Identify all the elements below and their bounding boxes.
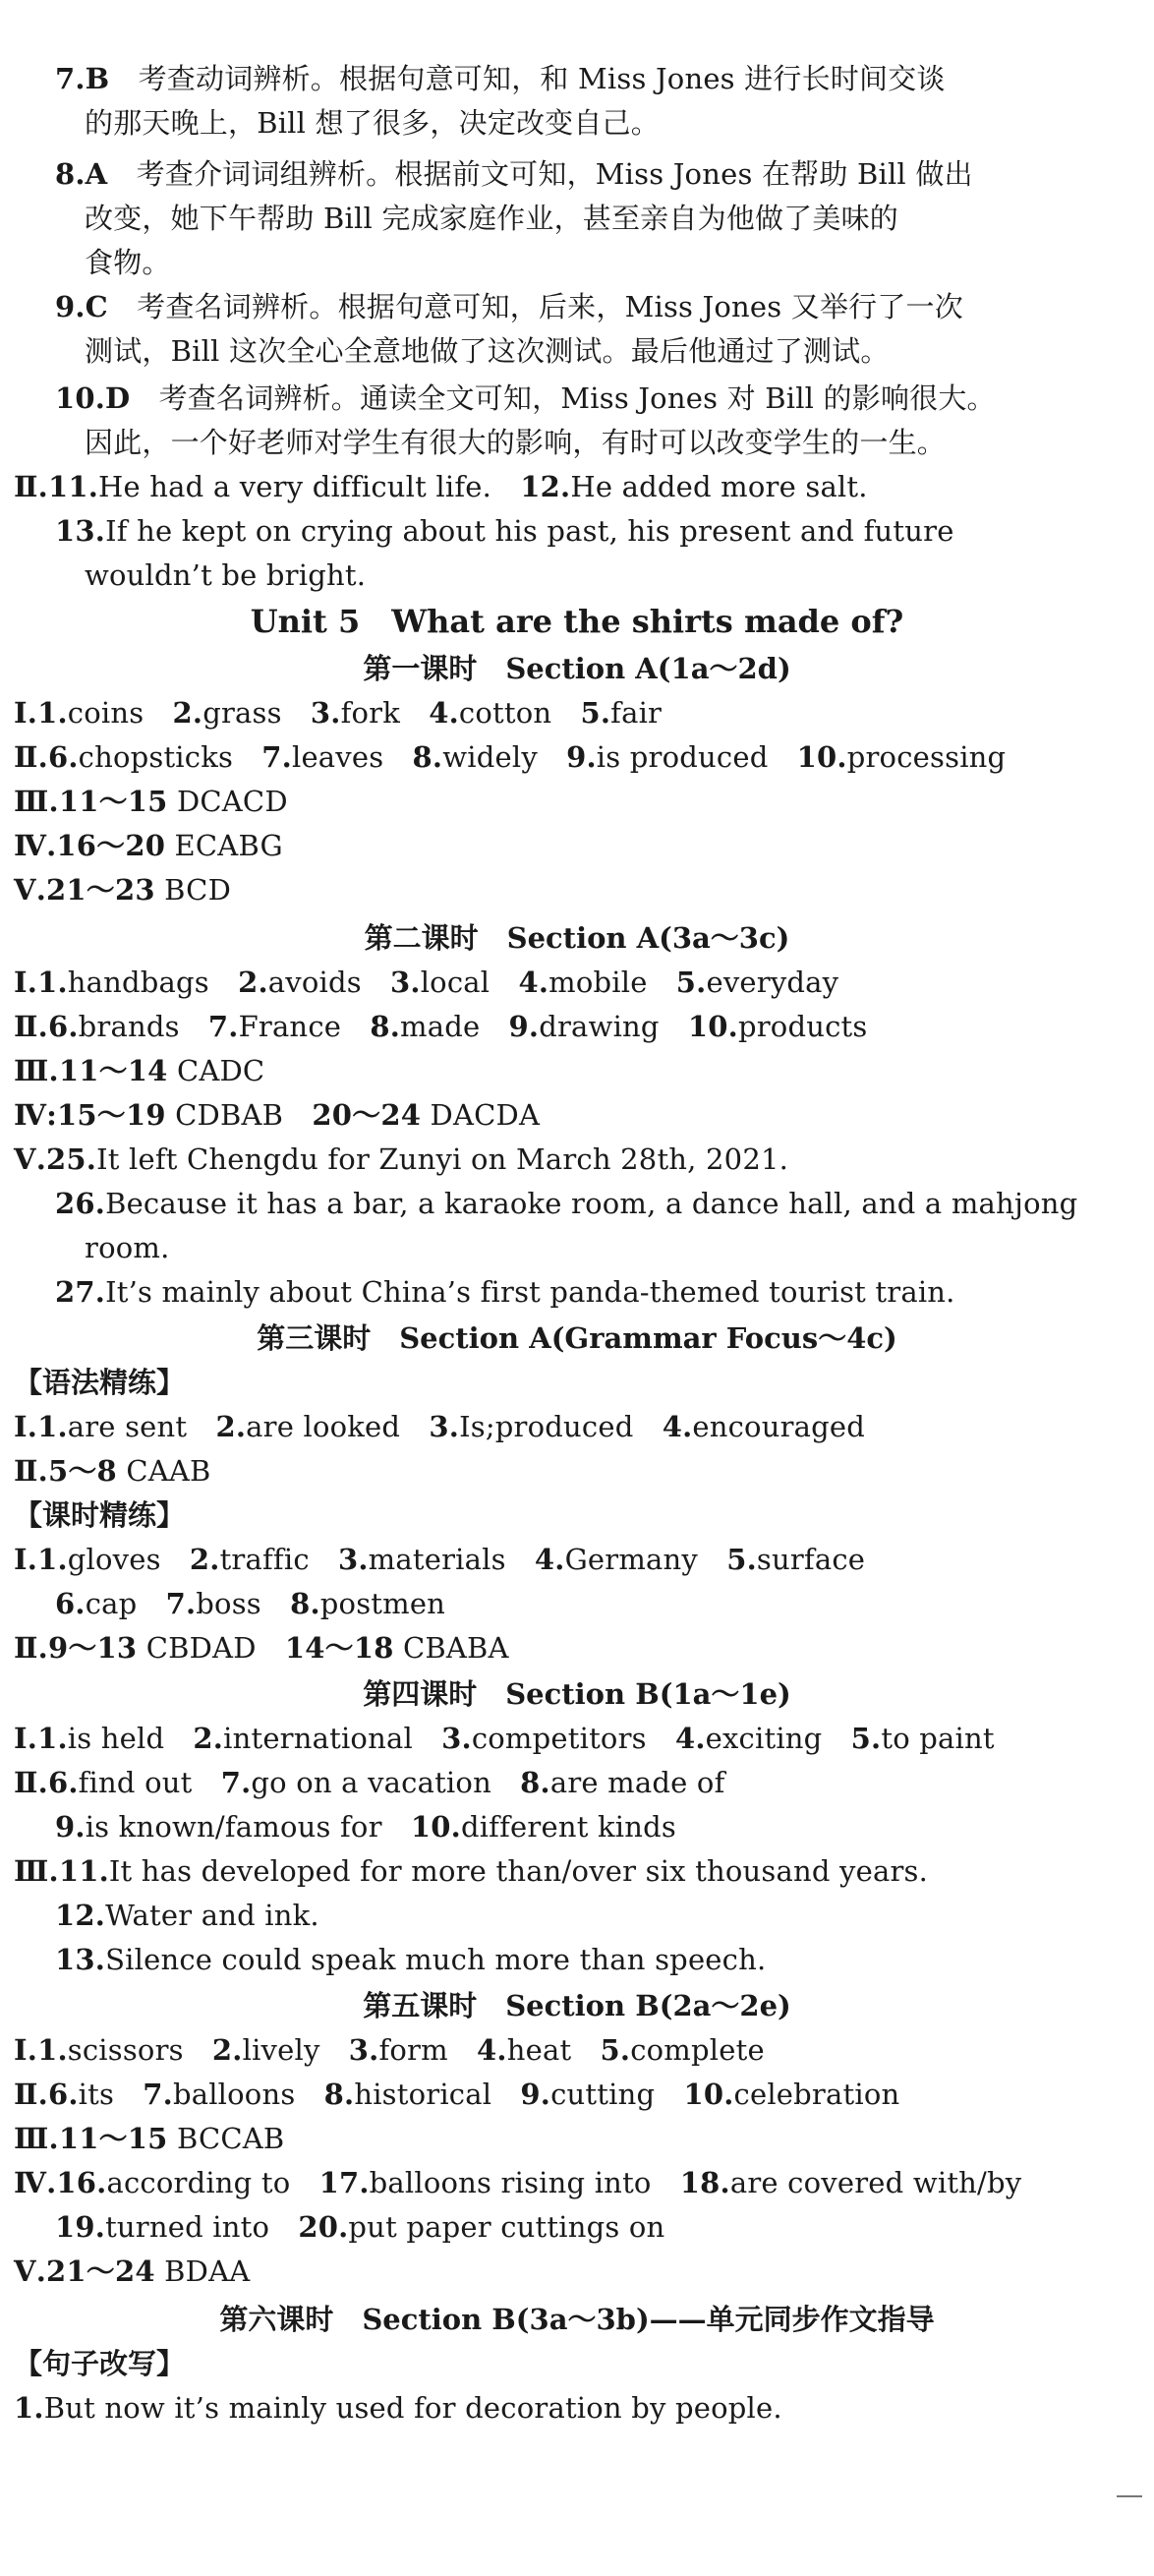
item-answer: coins [67,696,144,730]
item-answer: products [737,1010,868,1043]
item-number: 8. [370,1010,401,1043]
item-answer: widely [442,740,538,774]
lesson4-line-1 [14,1717,995,1760]
section-roman-numeral: Ⅱ. [14,2078,48,2111]
item-number: 2. [172,696,203,730]
item-answer: scissors [67,2033,184,2067]
item-answer: heat [506,2033,572,2067]
lesson2-answer-25: Ⅴ.25.It left Chengdu for Zunyi on March 28th, 2021. [14,1142,789,1176]
lesson1-line-3 [14,780,288,823]
item-answer: postmen [319,1587,446,1620]
lesson1-line-4 [14,824,283,867]
answer-7-line-2: 的那天晚上，Bill 想了很多，决定改变自己。 [85,106,660,140]
answer-7-line-1: 7.B 考查动词辨析。根据句意可知，和 Miss Jones 进行长时间交谈 [55,62,946,95]
item-answer: are made of [549,1766,725,1799]
item-answer: DACDA [421,1098,541,1132]
item-number: 18. [679,2166,730,2199]
item-answer: its [78,2078,115,2111]
answer-8-line-2: 改变，她下午帮助 Bill 完成家庭作业，甚至亲自为他做了美味的 [85,202,898,235]
item-answer: is held [67,1722,165,1755]
lesson1-line-5 [14,868,231,911]
item-answer: CADC [167,1054,265,1087]
item-number: 15～19 [57,1098,166,1132]
section-roman-numeral: Ⅴ. [14,2254,46,2288]
lesson5-heading: 第五课时 Section B(2a～2e) [363,1989,791,2022]
lesson5-line-5 [55,2205,664,2249]
section-roman-numeral: Ⅱ. [14,740,48,774]
item-number: 1. [37,966,68,999]
lesson1-line-1 [14,691,662,734]
item-answer: exciting [705,1722,823,1755]
item-number: 3. [348,2033,379,2067]
item-number: 5. [600,2033,631,2067]
sentence-rewrite-label: 【句子改写】 [14,2347,186,2380]
part2-line-1: Ⅱ.11.He had a very difficult life. 12.He added more salt. [14,470,868,503]
item-answer: different kinds [460,1810,676,1844]
item-answer: turned into [105,2210,270,2244]
item-number: 7. [165,1587,197,1620]
lesson2-line-1 [14,961,838,1004]
item-answer: find out [78,1766,193,1799]
margin-dash [1117,2495,1142,2497]
item-answer: grass [202,696,282,730]
section-roman-numeral: Ⅰ. [14,1543,38,1576]
lesson5-line-3 [14,2117,284,2160]
item-answer: celebration [733,2078,900,2111]
item-answer: CAAB [116,1454,211,1488]
item-number: 2. [215,1410,247,1443]
section-roman-numeral: Ⅲ. [14,785,59,818]
item-number: 4. [674,1722,706,1755]
item-answer: chopsticks [78,740,234,774]
item-number: 10. [410,1810,461,1844]
item-answer: put paper cuttings on [348,2210,665,2244]
item-answer: avoids [267,966,362,999]
item-number: 9. [508,1010,540,1043]
section-roman-numeral: Ⅰ. [14,1722,38,1755]
item-number: 1. [37,1410,68,1443]
item-answer: processing [846,740,1007,774]
item-answer: according to [106,2166,291,2199]
item-answer: cotton [458,696,552,730]
item-answer: balloons [172,2078,296,2111]
lesson2-answer-27: 27.It’s mainly about China’s first panda-themed tourist train. [55,1275,955,1309]
item-answer: DCACD [167,785,288,818]
item-answer: to paint [881,1722,995,1755]
item-answer: Germany [564,1543,699,1576]
item-answer: surface [756,1543,866,1576]
item-answer: cap [85,1587,138,1620]
lesson4-heading: 第四课时 Section B(1a～1e) [363,1677,791,1711]
part2-line-2: 13.If he kept on crying about his past, his present and future [55,514,954,548]
item-answer: international [223,1722,413,1755]
lesson3-practice-line-1 [14,1538,865,1581]
answer-8-line-1: 8.A 考查介词词组辨析。根据前文可知，Miss Jones 在帮助 Bill 做出 [55,157,973,191]
lesson3-practice-line-3 [14,1626,509,1669]
item-answer: CDBAB [165,1098,284,1132]
item-answer: is known/famous for [85,1810,382,1844]
lesson6-answer-1: 1.But now it’s mainly used for decoration by people. [14,2391,782,2425]
item-number: 8. [323,2078,355,2111]
lesson4-answer-11: Ⅲ.11.It has developed for more than/over six thousand years. [14,1854,929,1888]
section-roman-numeral: Ⅰ. [14,1410,38,1443]
item-number: 5. [580,696,611,730]
item-number: 8. [412,740,443,774]
item-answer: form [378,2033,448,2067]
item-answer: BCCAB [167,2122,285,2155]
item-number: 6. [47,740,79,774]
item-number: 4. [477,2033,507,2067]
item-answer: are sent [67,1410,188,1443]
answer-8-line-3: 食物。 [85,246,171,279]
item-number: 17. [318,2166,370,2199]
item-answer: mobile [548,966,648,999]
item-answer: gloves [67,1543,161,1576]
section-roman-numeral: Ⅰ. [14,966,38,999]
item-number: 1. [37,1543,68,1576]
section-roman-numeral: Ⅳ. [14,829,57,862]
section-roman-numeral: Ⅲ. [14,1054,59,1087]
section-roman-numeral: Ⅳ. [14,2166,57,2199]
item-number: 16～20 [56,829,166,862]
lesson5-line-4 [14,2161,1021,2204]
item-answer: everyday [706,966,839,999]
item-answer: competitors [471,1722,647,1755]
answer-10-line-1: 10.D 考查名词辨析。通读全文可知，Miss Jones 对 Bill 的影响很大。 [55,381,996,415]
item-number: 9. [55,1810,86,1844]
item-answer: are looked [246,1410,401,1443]
item-number: 6. [55,1587,86,1620]
item-answer: BCD [154,873,232,907]
item-number: 3. [390,966,421,999]
section-roman-numeral: Ⅳ: [14,1098,58,1132]
section-roman-numeral: Ⅱ. [14,1766,48,1799]
item-number: 9. [566,740,597,774]
section-roman-numeral: Ⅱ. [14,1454,48,1488]
lesson2-line-3 [14,1049,264,1092]
lesson1-line-2 [14,735,1006,779]
item-answer: brands [78,1010,180,1043]
lesson-practice-label: 【课时精练】 [14,1498,186,1532]
unit-title: Unit 5 What are the shirts made of? [250,603,904,640]
lesson4-answer-12: 12.Water and ink. [55,1899,319,1932]
section-roman-numeral: Ⅰ. [14,696,38,730]
lesson3-grammar-line-2 [14,1449,211,1493]
item-answer: CBABA [393,1631,509,1665]
item-answer: traffic [219,1543,310,1576]
section-roman-numeral: Ⅴ. [14,873,46,907]
item-number: 7. [143,2078,173,2111]
item-answer: lively [242,2033,320,2067]
item-answer: fair [610,696,663,730]
lesson3-practice-line-2 [55,1582,445,1625]
lesson2-line-2 [14,1005,867,1048]
section-roman-numeral: Ⅰ. [14,2033,38,2067]
item-number: 8. [290,1587,320,1620]
item-number: 14～18 [284,1631,394,1665]
item-number: 1. [37,1722,68,1755]
part2-line-3: wouldn’t be bright. [85,558,367,592]
item-number: 19. [55,2210,106,2244]
item-number: 3. [310,696,341,730]
lesson3-grammar-line-1 [14,1405,865,1448]
item-number: 9. [520,2078,551,2111]
item-number: 3. [441,1722,472,1755]
item-answer: ECABG [165,829,283,862]
item-number: 5. [675,966,707,999]
lesson1-heading: 第一课时 Section A(1a～2d) [363,652,791,685]
item-number: 5. [726,1543,757,1576]
item-number: 6. [47,1766,79,1799]
lesson2-line-4 [14,1093,540,1137]
item-answer: BDAA [154,2254,251,2288]
item-number: 2. [211,2033,243,2067]
answer-9-line-2: 测试，Bill 这次全心全意地做了这次测试。最后他通过了测试。 [85,334,890,368]
lesson4-line-3 [55,1805,676,1848]
grammar-practice-label: 【语法精练】 [14,1366,186,1399]
lesson6-heading: 第六课时 Section B(3a～3b)——单元同步作文指导 [219,2303,935,2336]
item-answer: is produced [596,740,769,774]
answer-9-line-1: 9.C 考查名词辨析。根据句意可知，后来，Miss Jones 又举行了一次 [55,290,963,323]
item-number: 9～13 [47,1631,138,1665]
section-roman-numeral: Ⅲ. [14,2122,59,2155]
section-roman-numeral: Ⅱ. [14,1010,48,1043]
item-number: 20～24 [312,1098,422,1132]
item-number: 21～24 [46,2254,155,2288]
item-answer: France [238,1010,342,1043]
item-number: 6. [47,2078,79,2111]
item-number: 1. [37,696,68,730]
item-answer: local [420,966,490,999]
lesson5-line-2 [14,2073,899,2116]
item-number: 4. [662,1410,693,1443]
item-answer: complete [630,2033,765,2067]
item-answer: fork [340,696,400,730]
item-answer: leaves [291,740,384,774]
item-number: 11～14 [58,1054,168,1087]
item-number: 7. [207,1010,239,1043]
item-number: 10. [687,1010,738,1043]
item-number: 6. [47,1010,79,1043]
item-answer: CBDAD [137,1631,257,1665]
item-number: 10. [683,2078,734,2111]
lesson4-line-2 [14,1761,725,1804]
item-answer: made [400,1010,481,1043]
item-answer: encouraged [692,1410,866,1443]
item-number: 8. [520,1766,550,1799]
item-number: 1. [37,2033,68,2067]
item-number: 4. [534,1543,565,1576]
item-answer: materials [368,1543,506,1576]
lesson3-heading: 第三课时 Section A(Grammar Focus～4c) [257,1321,897,1355]
item-answer: historical [354,2078,492,2111]
answer-10-line-2: 因此，一个好老师对学生有很大的影响，有时可以改变学生的一生。 [85,426,947,459]
item-answer: drawing [539,1010,660,1043]
lesson5-line-6 [14,2250,250,2293]
item-number: 7. [261,740,292,774]
lesson5-line-1 [14,2028,765,2072]
item-number: 5. [850,1722,882,1755]
item-number: 5～8 [47,1454,117,1488]
item-number: 3. [429,1410,460,1443]
item-number: 4. [518,966,549,999]
item-number: 21～23 [46,873,155,907]
item-number: 3. [337,1543,369,1576]
item-number: 11～15 [58,785,168,818]
item-number: 4. [429,696,459,730]
item-number: 11～15 [58,2122,168,2155]
lesson2-heading: 第二课时 Section A(3a～3c) [364,921,790,955]
section-roman-numeral: Ⅱ. [14,1631,48,1665]
item-number: 10. [796,740,847,774]
item-number: 2. [189,1543,220,1576]
item-number: 2. [238,966,268,999]
lesson4-answer-13: 13.Silence could speak much more than speech. [55,1943,767,1976]
item-answer: Is;produced [459,1410,634,1443]
item-number: 20. [298,2210,349,2244]
item-answer: balloons rising into [369,2166,652,2199]
lesson2-answer-26: 26.Because it has a bar, a karaoke room, a dance hall, and a mahjong [55,1187,1078,1220]
lesson2-answer-26-cont: room. [85,1231,170,1264]
item-answer: handbags [67,966,209,999]
item-answer: boss [196,1587,261,1620]
item-answer: go on a vacation [251,1766,491,1799]
item-answer: are covered with/by [729,2166,1022,2199]
item-number: 7. [220,1766,252,1799]
item-answer: cutting [550,2078,656,2111]
item-number: 16. [56,2166,107,2199]
item-number: 2. [193,1722,224,1755]
